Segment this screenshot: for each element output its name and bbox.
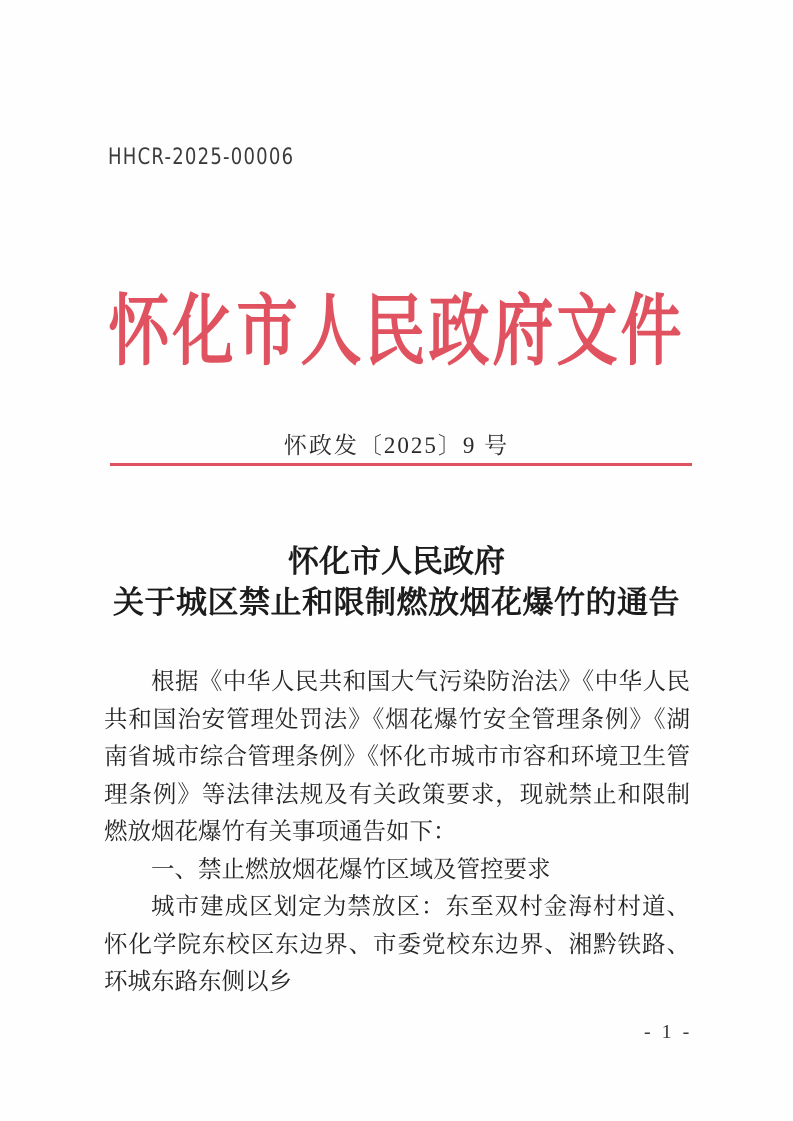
red-divider-line [110, 463, 692, 466]
body-paragraph: 根据《中华人民共和国大气污染防治法》《中华人民共和国治安管理处罚法》《烟花爆竹安全管理条例》《湖南省城市综合管理条例》《怀化市城市市容和环境卫生管理条例》等法律法规及有关政策要求，现就禁止和限制燃放烟花爆竹有关事项通告如下： [104, 669, 690, 845]
body-paragraph: 城市建成区划定为禁放区：东至双村金海村村道、怀化学院东校区东边界、市委党校东边界、湘黔铁路、环城东路东侧以乡 [104, 894, 690, 995]
document-title [0, 541, 793, 623]
doc-number: 怀政发〔2025〕9 号 [283, 433, 510, 458]
document-title-line2: 关于城区禁止和限制燃放烟花爆竹的通告 [113, 585, 680, 620]
masthead-title: 怀化市人民政府文件 [108, 290, 685, 376]
document-title-line1: 怀化市人民政府 [288, 544, 505, 579]
page-number: - 1 - [644, 1021, 693, 1043]
body-paragraph-section-heading: 一、禁止燃放烟花爆竹区域及管控要求 [151, 856, 551, 883]
archive-code: HHCR-2025-00006 [108, 145, 295, 170]
document-body [104, 664, 690, 1002]
